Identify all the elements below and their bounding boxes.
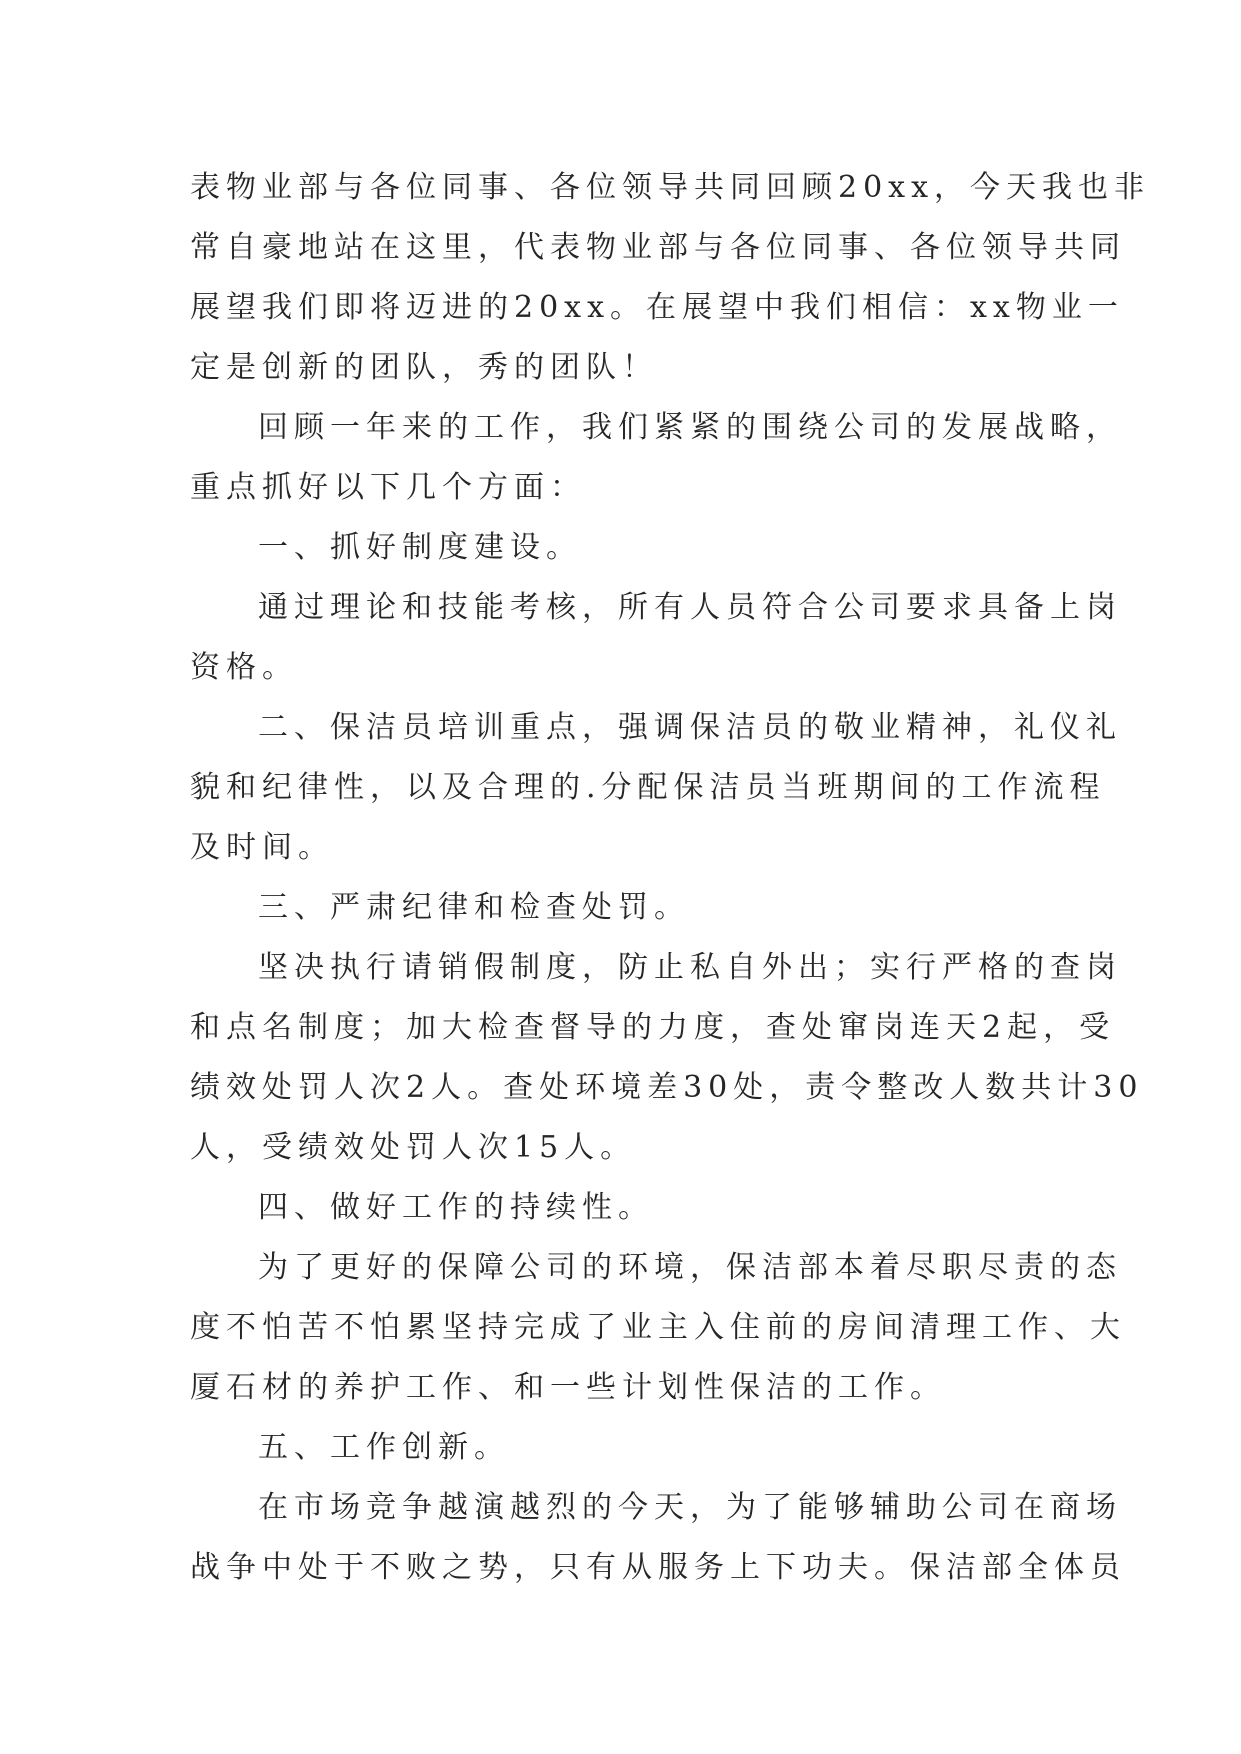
text-line: 度不怕苦不怕累坚持完成了业主入住前的房间清理工作、大: [190, 1310, 1126, 1345]
text-line: 五、工作创新。: [258, 1430, 510, 1465]
text-line: 人，受绩效处罚人次15人。: [190, 1130, 637, 1165]
text-line: 展望我们即将迈进的20xx。在展望中我们相信：xx物业一: [190, 290, 1124, 325]
text-line: 及时间。: [190, 830, 334, 865]
text-line: 重点抓好以下几个方面：: [190, 470, 586, 505]
text-line: 在市场竞争越演越烈的今天，为了能够辅助公司在商场: [258, 1490, 1122, 1525]
text-line: 资格。: [190, 650, 298, 685]
document-body: [190, 158, 1151, 1598]
text-line: 坚决执行请销假制度，防止私自外出；实行严格的查岗: [258, 950, 1122, 985]
text-line: 和点名制度；加大检查督导的力度，查处窜岗连天2起，受: [190, 1010, 1116, 1045]
text-line: 定是创新的团队，秀的团队！: [190, 350, 658, 385]
text-line: 三、严肃纪律和检查处罚。: [258, 890, 690, 925]
text-line: 回顾一年来的工作，我们紧紧的围绕公司的发展战略，: [258, 410, 1122, 445]
text-line: 绩效处罚人次2人。查处环境差30处，责令整改人数共计30: [190, 1070, 1144, 1105]
text-line: 表物业部与各位同事、各位领导共同回顾20xx，今天我也非: [190, 170, 1151, 205]
text-line: 通过理论和技能考核，所有人员符合公司要求具备上岗: [258, 590, 1122, 625]
text-line: 四、做好工作的持续性。: [258, 1190, 654, 1225]
text-line: 貌和纪律性，以及合理的.分配保洁员当班期间的工作流程: [190, 770, 1106, 805]
text-line: 常自豪地站在这里，代表物业部与各位同事、各位领导共同: [190, 230, 1126, 265]
text-line: 为了更好的保障公司的环境，保洁部本着尽职尽责的态: [258, 1250, 1122, 1285]
text-line: 战争中处于不败之势，只有从服务上下功夫。保洁部全体员: [190, 1550, 1126, 1585]
text-line: 二、保洁员培训重点，强调保洁员的敬业精神，礼仪礼: [258, 710, 1122, 745]
text-line: 一、抓好制度建设。: [258, 530, 582, 565]
text-line: 厦石材的养护工作、和一些计划性保洁的工作。: [190, 1370, 946, 1405]
